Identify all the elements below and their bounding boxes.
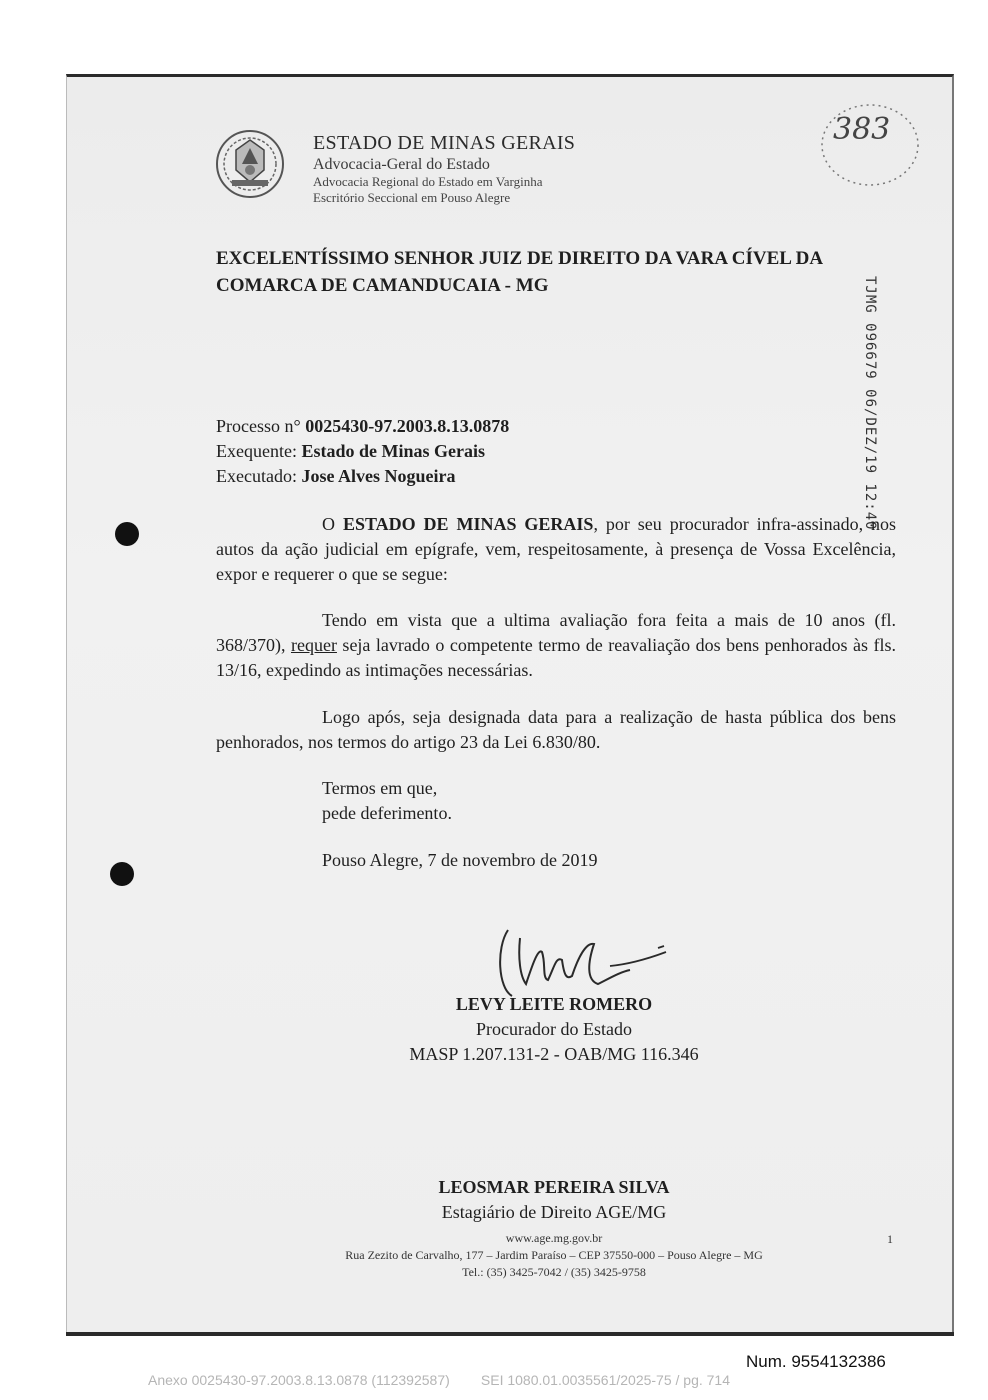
closing-line-2: pede deferimento. [322, 803, 452, 823]
p2-start: Tendo em vista que a ultima avaliação fora feita a mais de 10 anos (fl. 368/370), [216, 610, 896, 655]
addressee-line-1: EXCELENTÍSSIMO SENHOR JUIZ DE DIREITO DA VARA CÍVEL DA [216, 248, 824, 269]
intern-block [383, 1175, 725, 1225]
signatory-name: LEVY LEITE ROMERO [455, 994, 653, 1014]
exequente-value: Estado de Minas Gerais [301, 441, 485, 461]
p2-underlined-word: requer [290, 635, 337, 655]
process-info [216, 414, 509, 489]
p1-bold: ESTADO DE MINAS GERAIS [342, 514, 594, 534]
p1-rest: , por seu procurador infra-assinado, nos autos da ação judicial em epígrafe, vem, respeitosamente, à presença de Vossa Excelência, expor e requerer o que se segue: [216, 514, 897, 584]
signature-block [383, 992, 725, 1067]
signatory-title: Procurador do Estado [476, 1019, 632, 1039]
punch-hole [110, 862, 134, 886]
letterhead-regional: Advocacia Regional do Estado em Varginha [313, 174, 543, 189]
letterhead-agency: Advocacia-Geral do Estado [313, 156, 490, 173]
paragraph-3: Logo após, seja designada data para a realização de hasta pública dos bens penhorados, nos termos do artigo 23 da Lei 6.830/80. [216, 707, 896, 752]
punch-hole [115, 522, 139, 546]
document-num: Num. 9554132386 [746, 1352, 886, 1371]
p2-end: seja lavrado o competente termo de reavaliação dos bens penhorados às fls. 13/16, expedindo as intimações necessárias. [216, 635, 897, 680]
p1-prefix: O [322, 514, 335, 534]
paragraph-1 [216, 512, 896, 587]
footer-website: www.age.mg.gov.br [505, 1231, 603, 1245]
exequente-line [216, 439, 509, 464]
process-number: 0025430-97.2003.8.13.0878 [305, 416, 510, 436]
letterhead-office: Escritório Seccional em Pouso Alegre [313, 190, 511, 205]
footer-phone: Tel.: (35) 3425-7042 / (35) 3425-9758 [462, 1265, 646, 1279]
scan-bottom-edge [66, 1332, 954, 1336]
letterhead [313, 132, 575, 206]
process-number-label: Processo n° [216, 416, 301, 436]
signatory-ids: MASP 1.207.131-2 - OAB/MG 116.346 [409, 1044, 699, 1064]
coat-of-arms-icon [214, 128, 286, 200]
place-date: Pouso Alegre, 7 de novembro de 2019 [322, 850, 598, 870]
intern-title: Estagiário de Direito AGE/MG [441, 1202, 667, 1222]
protocol-stamp: TJMG 096679 06/DEZ/19 12:40 [862, 276, 878, 531]
addressee-line-2: COMARCA DE CAMANDUCAIA - MG [216, 275, 549, 296]
intern-name: LEOSMAR PEREIRA SILVA [438, 1177, 670, 1197]
footer [254, 1230, 854, 1281]
exequente-label: Exequente: [216, 441, 297, 461]
paragraph-2 [216, 608, 896, 683]
addressee [216, 245, 906, 299]
footer-address: Rua Zezito de Carvalho, 177 – Jardim Paraíso – CEP 37550-000 – Pouso Alegre – MG [345, 1248, 763, 1262]
process-number-line [216, 414, 509, 439]
executado-value: Jose Alves Nogueira [301, 466, 456, 486]
closing-line-1: Termos em que, [322, 778, 438, 798]
handwritten-page-number: 383 [833, 112, 891, 147]
letterhead-state: ESTADO DE MINAS GERAIS [313, 132, 576, 154]
footer-page-number: 1 [887, 1232, 893, 1246]
page-number-stamp [815, 98, 925, 193]
annex-reference: Anexo 0025430-97.2003.8.13.0878 (112392587) SEI 1080.01.0035561/2025-75 / pg. 714 [148, 1372, 730, 1388]
executado-label: Executado: [216, 466, 297, 486]
executado-line [216, 464, 509, 489]
